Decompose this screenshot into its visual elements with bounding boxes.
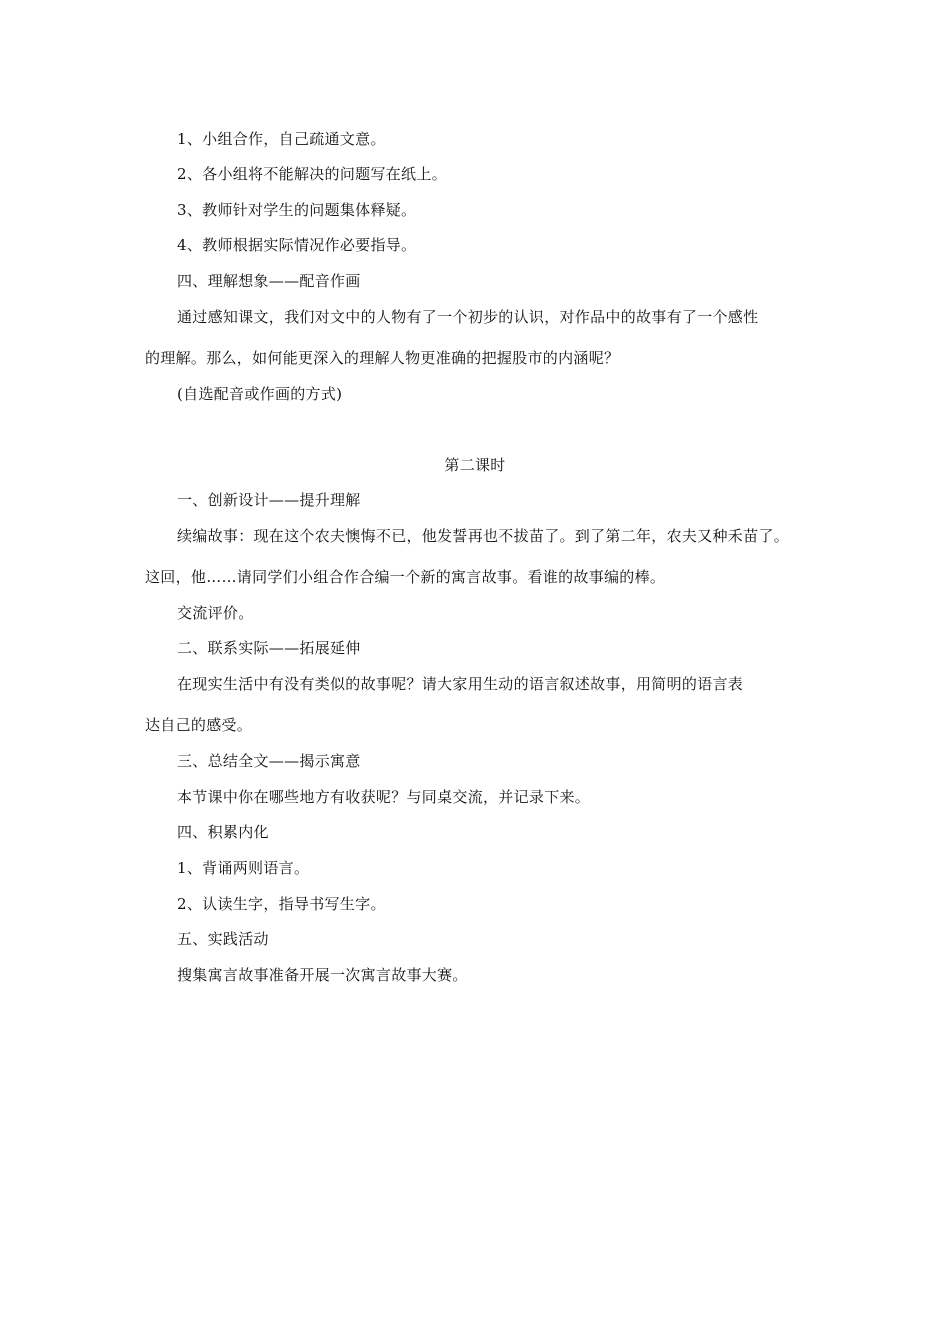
paragraph-line: 的理解。那么，如何能更深入的理解人物更准确的把握股市的内涵呢？ <box>145 349 620 367</box>
paragraph-line: 这回，他……请同学们小组合作合编一个新的寓言故事。看谁的故事编的棒。 <box>145 568 666 586</box>
section-heading-3: 三、总结全文——揭示寓意 <box>177 752 361 770</box>
paragraph-line: 续编故事：现在这个农夫懊悔不已，他发誓再也不拔苗了。到了第二年，农夫又种禾苗了。 <box>177 527 790 545</box>
paragraph-line: 在现实生活中有没有类似的故事呢？请大家用生动的语言叙述故事，用简明的语言表 <box>177 675 744 693</box>
paragraph-text: 本节课中你在哪些地方有收获呢？与同桌交流，并记录下来。 <box>177 788 591 806</box>
step-4-text: 4、教师根据实际情况作必要指导。 <box>177 236 417 254</box>
section-heading-1: 一、创新设计——提升理解 <box>177 491 361 509</box>
step-2b-text: 2、认读生字，指导书写生字。 <box>177 895 386 913</box>
paragraph-text: 交流评价。 <box>177 604 254 622</box>
step-3-text: 3、教师针对学生的问题集体释疑。 <box>177 201 417 219</box>
step-2-text: 2、各小组将不能解决的问题写在纸上。 <box>177 165 447 183</box>
section-heading-5: 五、实践活动 <box>177 930 269 948</box>
paragraph-line: 通过感知课文，我们对文中的人物有了一个初步的认识，对作品中的故事有了一个感性 <box>177 308 759 326</box>
step-1b-text: 1、背诵两则语言。 <box>177 859 310 877</box>
note-text: (自选配音或作画的方式) <box>177 385 343 403</box>
lesson-title: 第二课时 <box>444 456 506 474</box>
section-heading-4b: 四、积累内化 <box>177 823 269 841</box>
paragraph-line: 达自己的感受。 <box>145 716 253 734</box>
paragraph-text: 搜集寓言故事准备开展一次寓言故事大赛。 <box>177 966 468 984</box>
step-1-text: 1、小组合作，自己疏通文意。 <box>177 130 386 148</box>
section-heading-4: 四、理解想象——配音作画 <box>177 272 361 290</box>
section-heading-2: 二、联系实际——拓展延伸 <box>177 639 361 657</box>
